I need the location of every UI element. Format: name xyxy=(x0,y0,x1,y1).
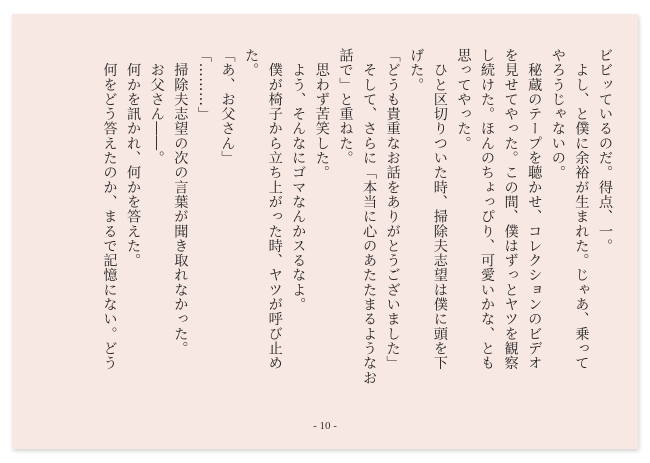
text-line: 思わず苦笑した。 xyxy=(313,48,330,180)
text-line: ビビッているのだ。得点、一。 xyxy=(597,48,613,254)
text-line: 僕が椅子から立ち上がった時、ヤツが呼び止め xyxy=(266,48,283,371)
text-line: 何をどう答えたのか、まるで記憶にない。どう xyxy=(101,48,118,371)
text-line: を見せてやった。この間、僕はずっとヤツを観察 xyxy=(502,48,519,371)
text-line: 「………」 xyxy=(195,48,212,122)
text-line: やろうじゃないの。 xyxy=(549,48,566,180)
text-line: 話で」と重ねた。 xyxy=(337,48,354,166)
text-line: 「どうも貴重なお話をありがとうございました」 xyxy=(384,48,401,371)
text-line: げた。 xyxy=(408,48,425,92)
text-line: よし、と僕に余裕が生まれた。じゃあ、乗って xyxy=(573,48,590,371)
text-line: た。 xyxy=(243,48,260,78)
text-line: ひと区切りついた時、掃除夫志望は僕に頭を下 xyxy=(431,48,448,371)
text-line: 秘蔵のテープを聴かせ、コレクションのビデオ xyxy=(526,48,543,371)
page-number: - 10 - xyxy=(313,420,337,432)
text-line: 思ってやった。 xyxy=(455,48,472,151)
text-line: し続けた。ほんのちょっぴり、可愛いかな、とも xyxy=(479,48,496,371)
text-line: 掃除夫志望の次の言葉が聞き取れなかった。 xyxy=(172,48,189,356)
text-line: よう、そんなにゴマなんかスるなよ。 xyxy=(290,48,307,312)
text-line: お父さん――。 xyxy=(148,48,165,166)
text-line: そして、さらに「本当に心のあたたまるようなお xyxy=(361,48,378,385)
text-line: 「あ、お父さん」 xyxy=(219,48,236,166)
book-page xyxy=(12,14,638,449)
text-line: 何かを訊かれ、何かを答えた。 xyxy=(125,48,142,268)
vertical-text-body xyxy=(26,48,616,403)
